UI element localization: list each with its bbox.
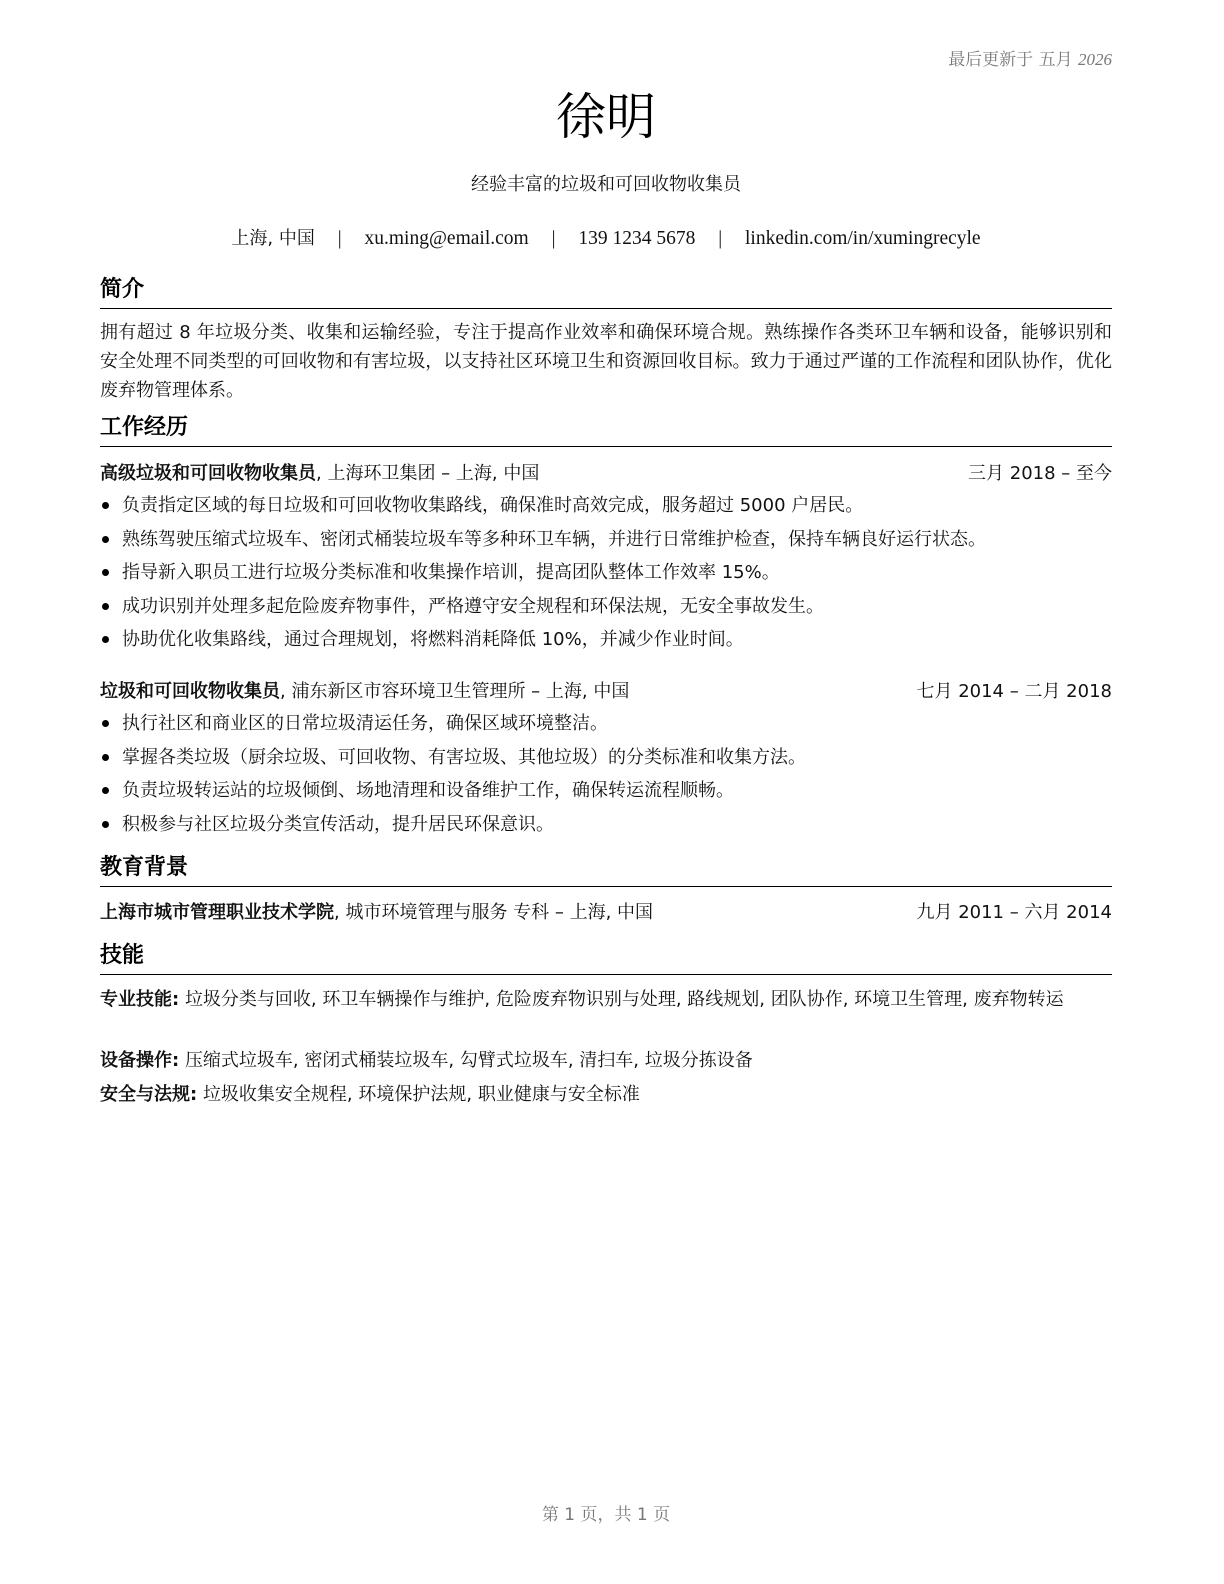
contact-location: 上海, 中国	[231, 228, 315, 249]
education-entry	[100, 899, 1112, 927]
bullet-text: 熟练驾驶压缩式垃圾车、密闭式桶装垃圾车等多种环卫车辆，并进行日常维护检查，保持车辆良好运行状态。	[122, 528, 986, 550]
bullet-text: 负责指定区域的每日垃圾和可回收物收集路线，确保准时高效完成，服务超过 5000 户居民。	[122, 495, 864, 516]
candidate-name: 徐明	[556, 88, 656, 146]
section-title-education: 教育背景	[100, 852, 1112, 887]
bullet-text: 执行社区和商业区的日常垃圾清运任务，确保区域环境整洁。	[122, 713, 608, 734]
contact-linkedin[interactable]: linkedin.com/in/xumingrecyle	[745, 228, 981, 249]
skill-group-items: 压缩式垃圾车, 密闭式桶装垃圾车, 勾臂式垃圾车, 清扫车, 垃圾分拣设备	[184, 1050, 753, 1071]
page-footer: 第 1 页，共 1 页	[541, 1505, 671, 1525]
contact-email[interactable]: xu.ming@email.com	[364, 228, 529, 249]
summary-text: 拥有超过 8 年垃圾分类、收集和运输经验，专注于提高作业效率和确保环境合规。熟练操作各类环卫车辆和设备，能够识别和安全处理不同类型的可回收物和有害垃圾，以支持社区环境卫生和资源回收目标。致力于通过严谨的工作流程和团队协作，优化废弃物管理体系。	[100, 322, 1112, 401]
list-item	[100, 741, 1112, 775]
list-item	[100, 707, 1112, 741]
bullet-icon	[102, 636, 109, 643]
bullet-icon	[102, 821, 109, 828]
contact-separator: |	[337, 228, 342, 249]
contact-separator: |	[718, 228, 723, 249]
bullet-icon	[102, 502, 109, 509]
skill-group-items: 垃圾分类与回收, 环卫车辆操作与维护, 危险废弃物识别与处理, 路线规划, 团队协作, 环境卫生管理, 废弃物转运	[184, 989, 1064, 1010]
list-item	[100, 489, 1112, 523]
school-name: 上海市城市管理职业技术学院	[100, 902, 334, 923]
job-role: 垃圾和可回收物收集员	[100, 681, 280, 702]
contact-phone[interactable]: 139 1234 5678	[578, 228, 696, 249]
candidate-headline: 经验丰富的垃圾和可回收物收集员	[471, 174, 741, 195]
job-bullet-list	[100, 489, 1112, 657]
list-item	[100, 523, 1112, 557]
list-item	[100, 556, 1112, 590]
skill-group	[100, 1081, 1112, 1108]
bullet-icon	[102, 754, 109, 761]
skill-group-label: 设备操作:	[100, 1050, 180, 1071]
bullet-icon	[102, 787, 109, 794]
last-updated-year: 2026	[1078, 50, 1112, 69]
education-detail: , 城市环境管理与服务 专科 – 上海, 中国	[334, 902, 654, 923]
bullet-text: 掌握各类垃圾（厨余垃圾、可回收物、有害垃圾、其他垃圾）的分类标准和收集方法。	[122, 746, 806, 768]
skill-group	[100, 986, 1112, 1013]
bullet-text: 负责垃圾转运站的垃圾倾倒、场地清理和设备维护工作，确保转运流程顺畅。	[122, 780, 734, 801]
skill-group-label: 安全与法规:	[100, 1084, 198, 1105]
skill-group-items: 垃圾收集安全规程, 环境保护法规, 职业健康与安全标准	[202, 1084, 640, 1105]
job-role: 高级垃圾和可回收物收集员	[100, 463, 316, 484]
bullet-icon	[102, 603, 109, 610]
bullet-text: 积极参与社区垃圾分类宣传活动，提升居民环保意识。	[122, 813, 554, 835]
bullet-icon	[102, 569, 109, 576]
contact-separator: |	[551, 228, 556, 249]
skill-group-label: 专业技能:	[100, 989, 180, 1010]
resume-page	[100, 0, 1112, 1584]
list-item	[100, 774, 1112, 808]
job-org-location: , 上海环卫集团 – 上海, 中国	[316, 463, 540, 484]
job-dates: 三月 2018 – 至今	[968, 463, 1112, 484]
bullet-text: 指导新入职员工进行垃圾分类标准和收集操作培训，提高团队整体工作效率 15%。	[122, 562, 780, 583]
job-dates: 七月 2014 – 二月 2018	[916, 681, 1112, 702]
job-header	[100, 678, 1112, 706]
job-header	[100, 460, 1112, 488]
section-title-experience: 工作经历	[100, 412, 1112, 447]
list-item	[100, 590, 1112, 624]
job-org-location: , 浦东新区市容环境卫生管理所 – 上海, 中国	[280, 681, 630, 702]
last-updated	[948, 45, 1112, 70]
list-item	[100, 623, 1112, 657]
last-updated-label: 最后更新于 五月	[948, 50, 1073, 70]
section-title-skills: 技能	[100, 940, 1112, 975]
bullet-icon	[102, 536, 109, 543]
list-item	[100, 808, 1112, 842]
section-title-summary: 简介	[100, 274, 1112, 309]
contact-line	[100, 224, 1112, 250]
bullet-text: 成功识别并处理多起危险废弃物事件，严格遵守安全规程和环保法规，无安全事故发生。	[122, 595, 824, 617]
skill-group	[100, 1047, 1112, 1074]
bullet-icon	[102, 720, 109, 727]
education-dates: 九月 2011 – 六月 2014	[916, 902, 1112, 923]
job-bullet-list	[100, 707, 1112, 841]
bullet-text: 协助优化收集路线，通过合理规划，将燃料消耗降低 10%，并减少作业时间。	[122, 629, 744, 650]
